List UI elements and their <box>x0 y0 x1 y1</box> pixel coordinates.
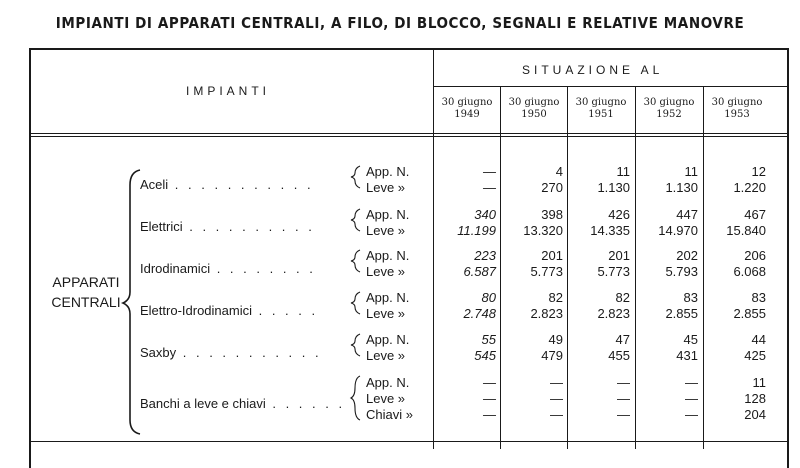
table-cell: 545 <box>474 348 496 363</box>
unit-label: App. N. <box>366 207 410 222</box>
row-name-text: Saxby <box>140 345 177 360</box>
table-cell: — <box>483 180 496 195</box>
table-cell: 14.335 <box>590 223 630 238</box>
table-cell: 82 <box>548 290 563 305</box>
unit-label: App. N. <box>366 248 410 263</box>
row-name-banchi <box>140 396 345 411</box>
date-label: 30 giugno <box>643 97 695 108</box>
table-cell: 15.840 <box>726 223 766 238</box>
table-cell: 49 <box>548 332 563 347</box>
table-cell: — <box>617 391 630 406</box>
date-label: 30 giugno <box>508 97 560 108</box>
group-label <box>46 272 126 312</box>
row-name-text: Elettrici <box>140 219 183 234</box>
table-cell: 45 <box>683 332 698 347</box>
row-name-saxby <box>140 345 322 360</box>
table-cell: — <box>483 164 496 179</box>
table-cell: 201 <box>608 248 630 263</box>
leader-dots: . . . . . . <box>265 396 346 411</box>
table-cell: 1.220 <box>733 180 766 195</box>
table-cell: 1.130 <box>597 180 630 195</box>
table-cell: 223 <box>474 248 496 263</box>
date-year: 1950 <box>521 109 547 120</box>
group-label-line2: CENTRALI <box>51 294 121 310</box>
row-name-text: Aceli <box>140 177 169 192</box>
unit-label: Leve » <box>366 223 406 238</box>
leader-dots: . . . . . . . . . . . <box>176 345 322 360</box>
row-name-elettrici <box>140 219 315 234</box>
table-cell: 340 <box>474 207 496 222</box>
table-cell: 2.823 <box>530 306 563 321</box>
table-cell: — <box>685 391 698 406</box>
row-name-aceli <box>140 177 314 192</box>
unit-label: App. N. <box>366 332 410 347</box>
unit-label: Leve » <box>366 180 406 195</box>
table-cell: 11 <box>752 375 766 390</box>
table-cell: 6.587 <box>463 264 496 279</box>
table-cell: 11.199 <box>457 223 496 238</box>
table-cell: 80 <box>481 290 496 305</box>
row-name-text: Idrodinamici <box>140 261 211 276</box>
unit-label: Leve » <box>366 264 406 279</box>
table-cell: 467 <box>744 207 766 222</box>
table-cell: 83 <box>683 290 698 305</box>
date-year: 1949 <box>454 109 480 120</box>
unit-label: Leve » <box>366 391 406 406</box>
table-cell: 14.970 <box>658 223 698 238</box>
table-cell: 455 <box>608 348 630 363</box>
table-cell: — <box>685 407 698 422</box>
row-name-text: Banchi a leve e chiavi <box>140 396 266 411</box>
table-cell: 206 <box>744 248 766 263</box>
row-brace-elettrici <box>351 209 360 231</box>
table-cell: 398 <box>541 207 563 222</box>
row-name-text: Elettro-Idrodinamici <box>140 303 252 318</box>
table-cell: — <box>617 375 630 390</box>
table-title: IMPIANTI DI APPARATI CENTRALI, A FILO, DI BLOCCO, SEGNALI E RELATIVE MANOVRE <box>55 14 745 32</box>
unit-label: Leve » <box>366 348 406 363</box>
row-name-elettro-idrodinamici <box>140 303 318 318</box>
date-label: 30 giugno <box>575 97 627 108</box>
row-brace-saxby <box>351 334 360 356</box>
unit-label: Leve » <box>366 306 406 321</box>
table-cell: — <box>483 375 496 390</box>
table-cell: 2.748 <box>463 306 496 321</box>
unit-label: App. N. <box>366 375 410 390</box>
table-cell: — <box>617 407 630 422</box>
table-cell: 431 <box>676 348 698 363</box>
unit-label: App. N. <box>366 164 410 179</box>
table-cell: 5.773 <box>597 264 630 279</box>
table-cell: 204 <box>744 407 766 422</box>
table-cell: 128 <box>744 391 766 406</box>
table-cell: 47 <box>615 332 630 347</box>
table-cell: 5.773 <box>530 264 563 279</box>
table-cell: 5.793 <box>665 264 698 279</box>
table-cell: 1.130 <box>665 180 698 195</box>
date-year: 1951 <box>588 109 614 120</box>
table-cell: 270 <box>541 180 563 195</box>
row-brace-banchi <box>351 376 360 420</box>
date-year: 1952 <box>656 109 682 120</box>
table-cell: 202 <box>676 248 698 263</box>
date-year: 1953 <box>724 109 750 120</box>
leader-dots: . . . . . . . . <box>210 261 316 276</box>
table-cell: 6.068 <box>733 264 766 279</box>
table-cell: — <box>685 375 698 390</box>
row-brace-idrodinamici <box>351 250 360 272</box>
table-cell: 11 <box>684 164 698 179</box>
table-cell: 2.855 <box>665 306 698 321</box>
table-cell: — <box>483 407 496 422</box>
leader-dots: . . . . . . . . . . . <box>168 177 314 192</box>
table-cell: 201 <box>541 248 563 263</box>
header-impianti: IMPIANTI <box>186 84 271 98</box>
table-cell: 425 <box>744 348 766 363</box>
date-label: 30 giugno <box>441 97 493 108</box>
table-cell: 83 <box>751 290 766 305</box>
unit-label: App. N. <box>366 290 410 305</box>
unit-label: Chiavi » <box>366 407 413 422</box>
table-cell: — <box>550 375 563 390</box>
table-cell: 4 <box>555 164 563 179</box>
table-cell: 82 <box>615 290 630 305</box>
table-cell: — <box>483 391 496 406</box>
table-cell: — <box>550 407 563 422</box>
table-cell: 55 <box>481 332 496 347</box>
row-name-idrodinamici <box>140 261 316 276</box>
table-cell: 447 <box>676 207 698 222</box>
table-cell: — <box>550 391 563 406</box>
group-label-line1: APPARATI <box>52 274 120 290</box>
table-cell: 13.320 <box>523 223 563 238</box>
date-label: 30 giugno <box>711 97 763 108</box>
table-cell: 426 <box>608 207 630 222</box>
header-situazione: SITUAZIONE AL <box>522 63 664 77</box>
table-cell: 44 <box>751 332 766 347</box>
table-cell: 11 <box>616 164 630 179</box>
leader-dots: . . . . . . . . . . <box>182 219 315 234</box>
table-cell: 2.823 <box>597 306 630 321</box>
row-brace-aceli <box>351 166 360 188</box>
table-cell: 479 <box>541 348 563 363</box>
leader-dots: . . . . . <box>252 303 319 318</box>
table-cell: 12 <box>751 164 766 179</box>
table-cell: 2.855 <box>733 306 766 321</box>
row-brace-elettro <box>351 292 360 314</box>
